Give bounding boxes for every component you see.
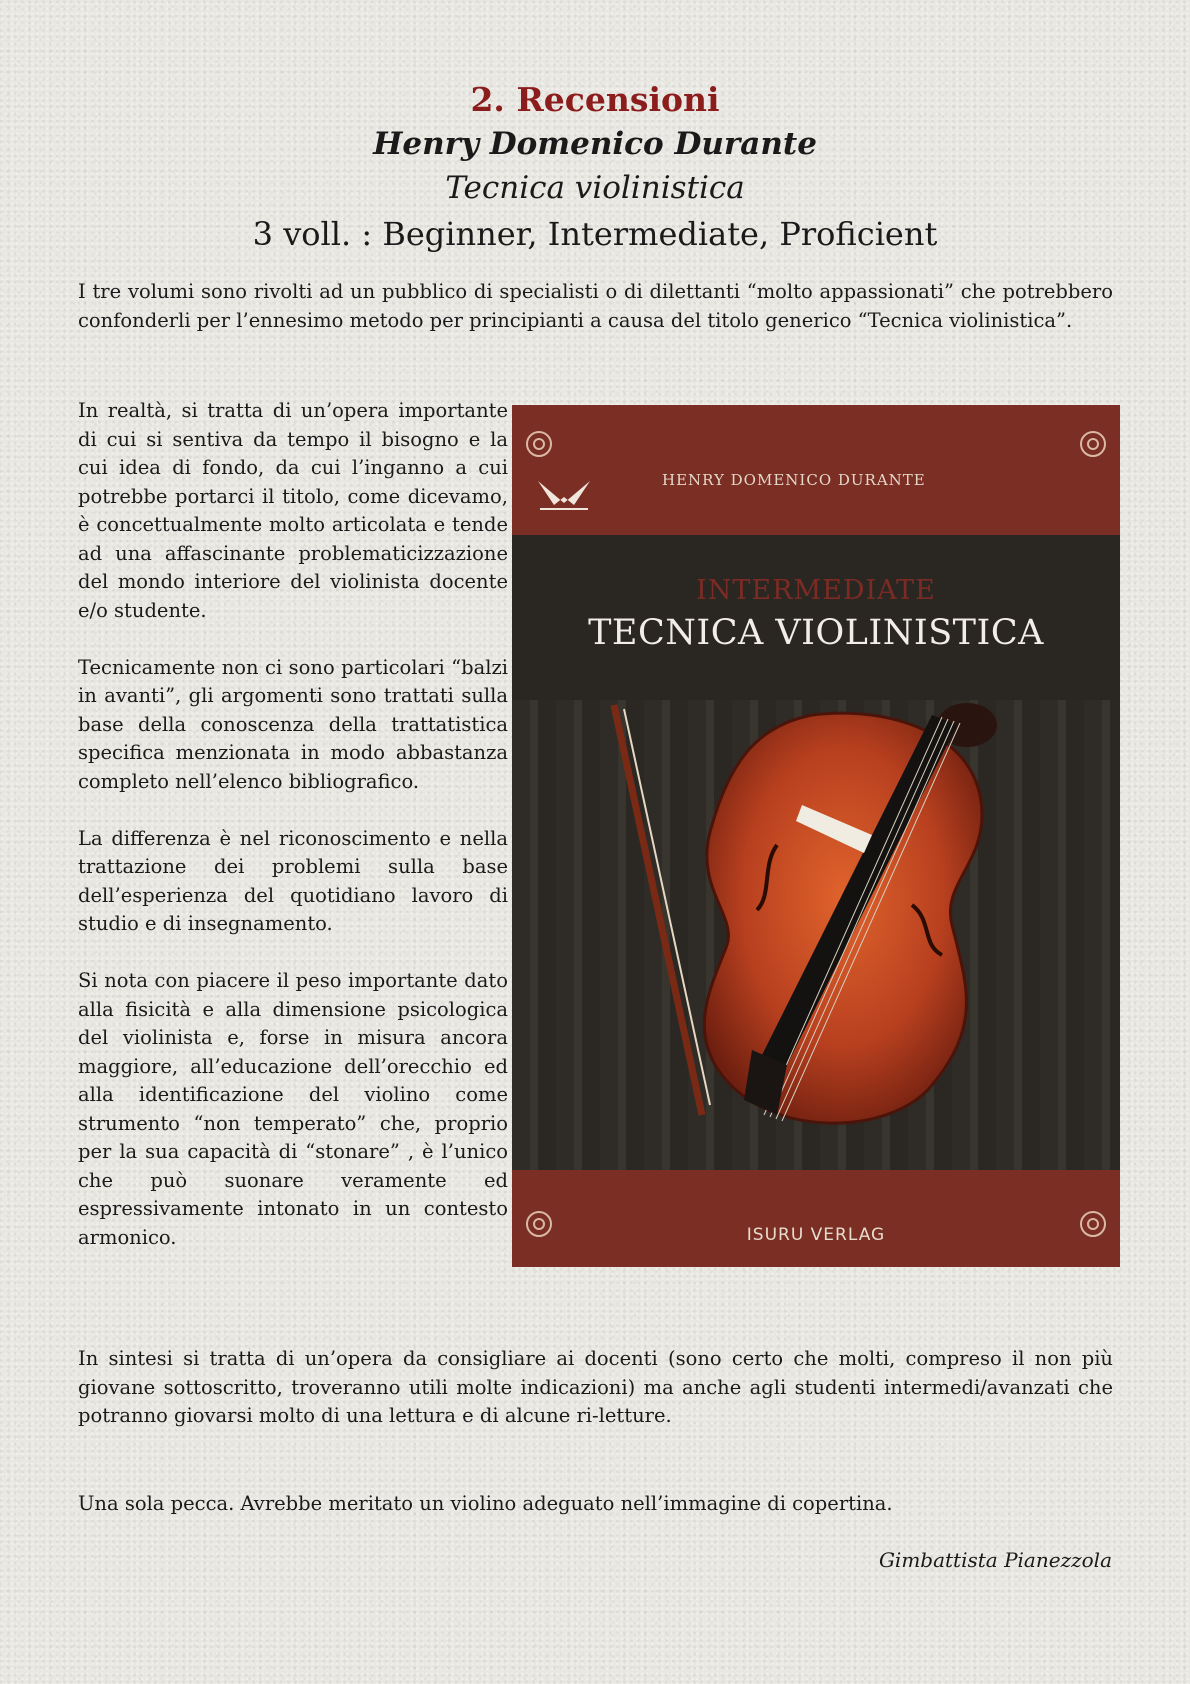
closing-line: Una sola pecca. Avrebbe meritato un violino adeguato nell’immagine di copertina. xyxy=(78,1492,893,1515)
cover-bottom-band xyxy=(512,1170,1120,1267)
cover-level: INTERMEDIATE xyxy=(696,575,936,606)
cover-top-band xyxy=(512,405,1120,535)
book-title: Tecnica violinistica xyxy=(445,170,745,206)
section-heading: 2. Recensioni xyxy=(470,80,720,119)
ornament-icon xyxy=(1080,431,1106,457)
cover-author: HENRY DOMENICO DURANTE xyxy=(662,471,926,489)
review-column xyxy=(78,397,508,1281)
signature: Gimbattista Pianezzola xyxy=(878,1548,1112,1572)
violin-illustration xyxy=(512,695,1120,1175)
publisher-logo-icon xyxy=(534,475,594,515)
cover-title: TECNICA VIOLINISTICA xyxy=(588,613,1044,653)
book-cover-image xyxy=(512,405,1120,1267)
book-author: Henry Domenico Durante xyxy=(373,126,817,162)
review-paragraph-2: Tecnicamente non ci sono particolari “balzi in avanti”, gli argomenti sono trattati sulla base della conoscenza della trattatistica specifica menzionata in modo abbastanza completo nell’elenco bibliografico. xyxy=(78,655,508,793)
review-paragraph-4: Si nota con piacere il peso importante dato alla fisicità e alla dimensione psicologica del violinista e, forse in misura ancora maggiore, all’educazione dell’orecchio ed alla identificazione del violino come strumento “non temperato” che, proprio per la sua capacità di “stonare” , è l’unico che può suonare veramente ed espressivamente intonato in un contesto armonico. xyxy=(78,969,508,1249)
summary-paragraph: In sintesi si tratta di un’opera da consigliare ai docenti (sono certo che molti, compreso il non più giovane sottoscritto, troveranno utili molte indicazioni) ma anche agli studenti intermedi/avanzati che potranno giovarsi molto di una lettura e di alcune ri-letture. xyxy=(78,1347,1113,1427)
article-header xyxy=(0,78,1190,258)
cover-publisher: ISURU VERLAG xyxy=(746,1225,886,1245)
review-paragraph-3: La differenza è nel riconoscimento e nella trattazione dei problemi sulla base dell’esperienza del quotidiano lavoro di studio e di insegnamento. xyxy=(78,826,508,935)
book-volumes: 3 voll. : Beginner, Intermediate, Proficient xyxy=(252,215,938,253)
review-paragraph-1: In realtà, si tratta di un’opera importante di cui si sentiva da tempo il bisogno e la cui idea di fondo, da cui l’inganno a cui potrebbe portarci il titolo, come dicevamo, è concettualmente molto articolata e tende ad una affascinante problematicizzazione del mondo interiore del violinista docente e/o studente. xyxy=(78,399,508,622)
intro-paragraph: I tre volumi sono rivolti ad un pubblico di specialisti o di dilettanti “molto appassionati” che potrebbero confonderli per l’ennesimo metodo per principianti a causa del titolo generico “Tecnica violinistica”. xyxy=(78,280,1113,332)
ornament-icon xyxy=(526,431,552,457)
